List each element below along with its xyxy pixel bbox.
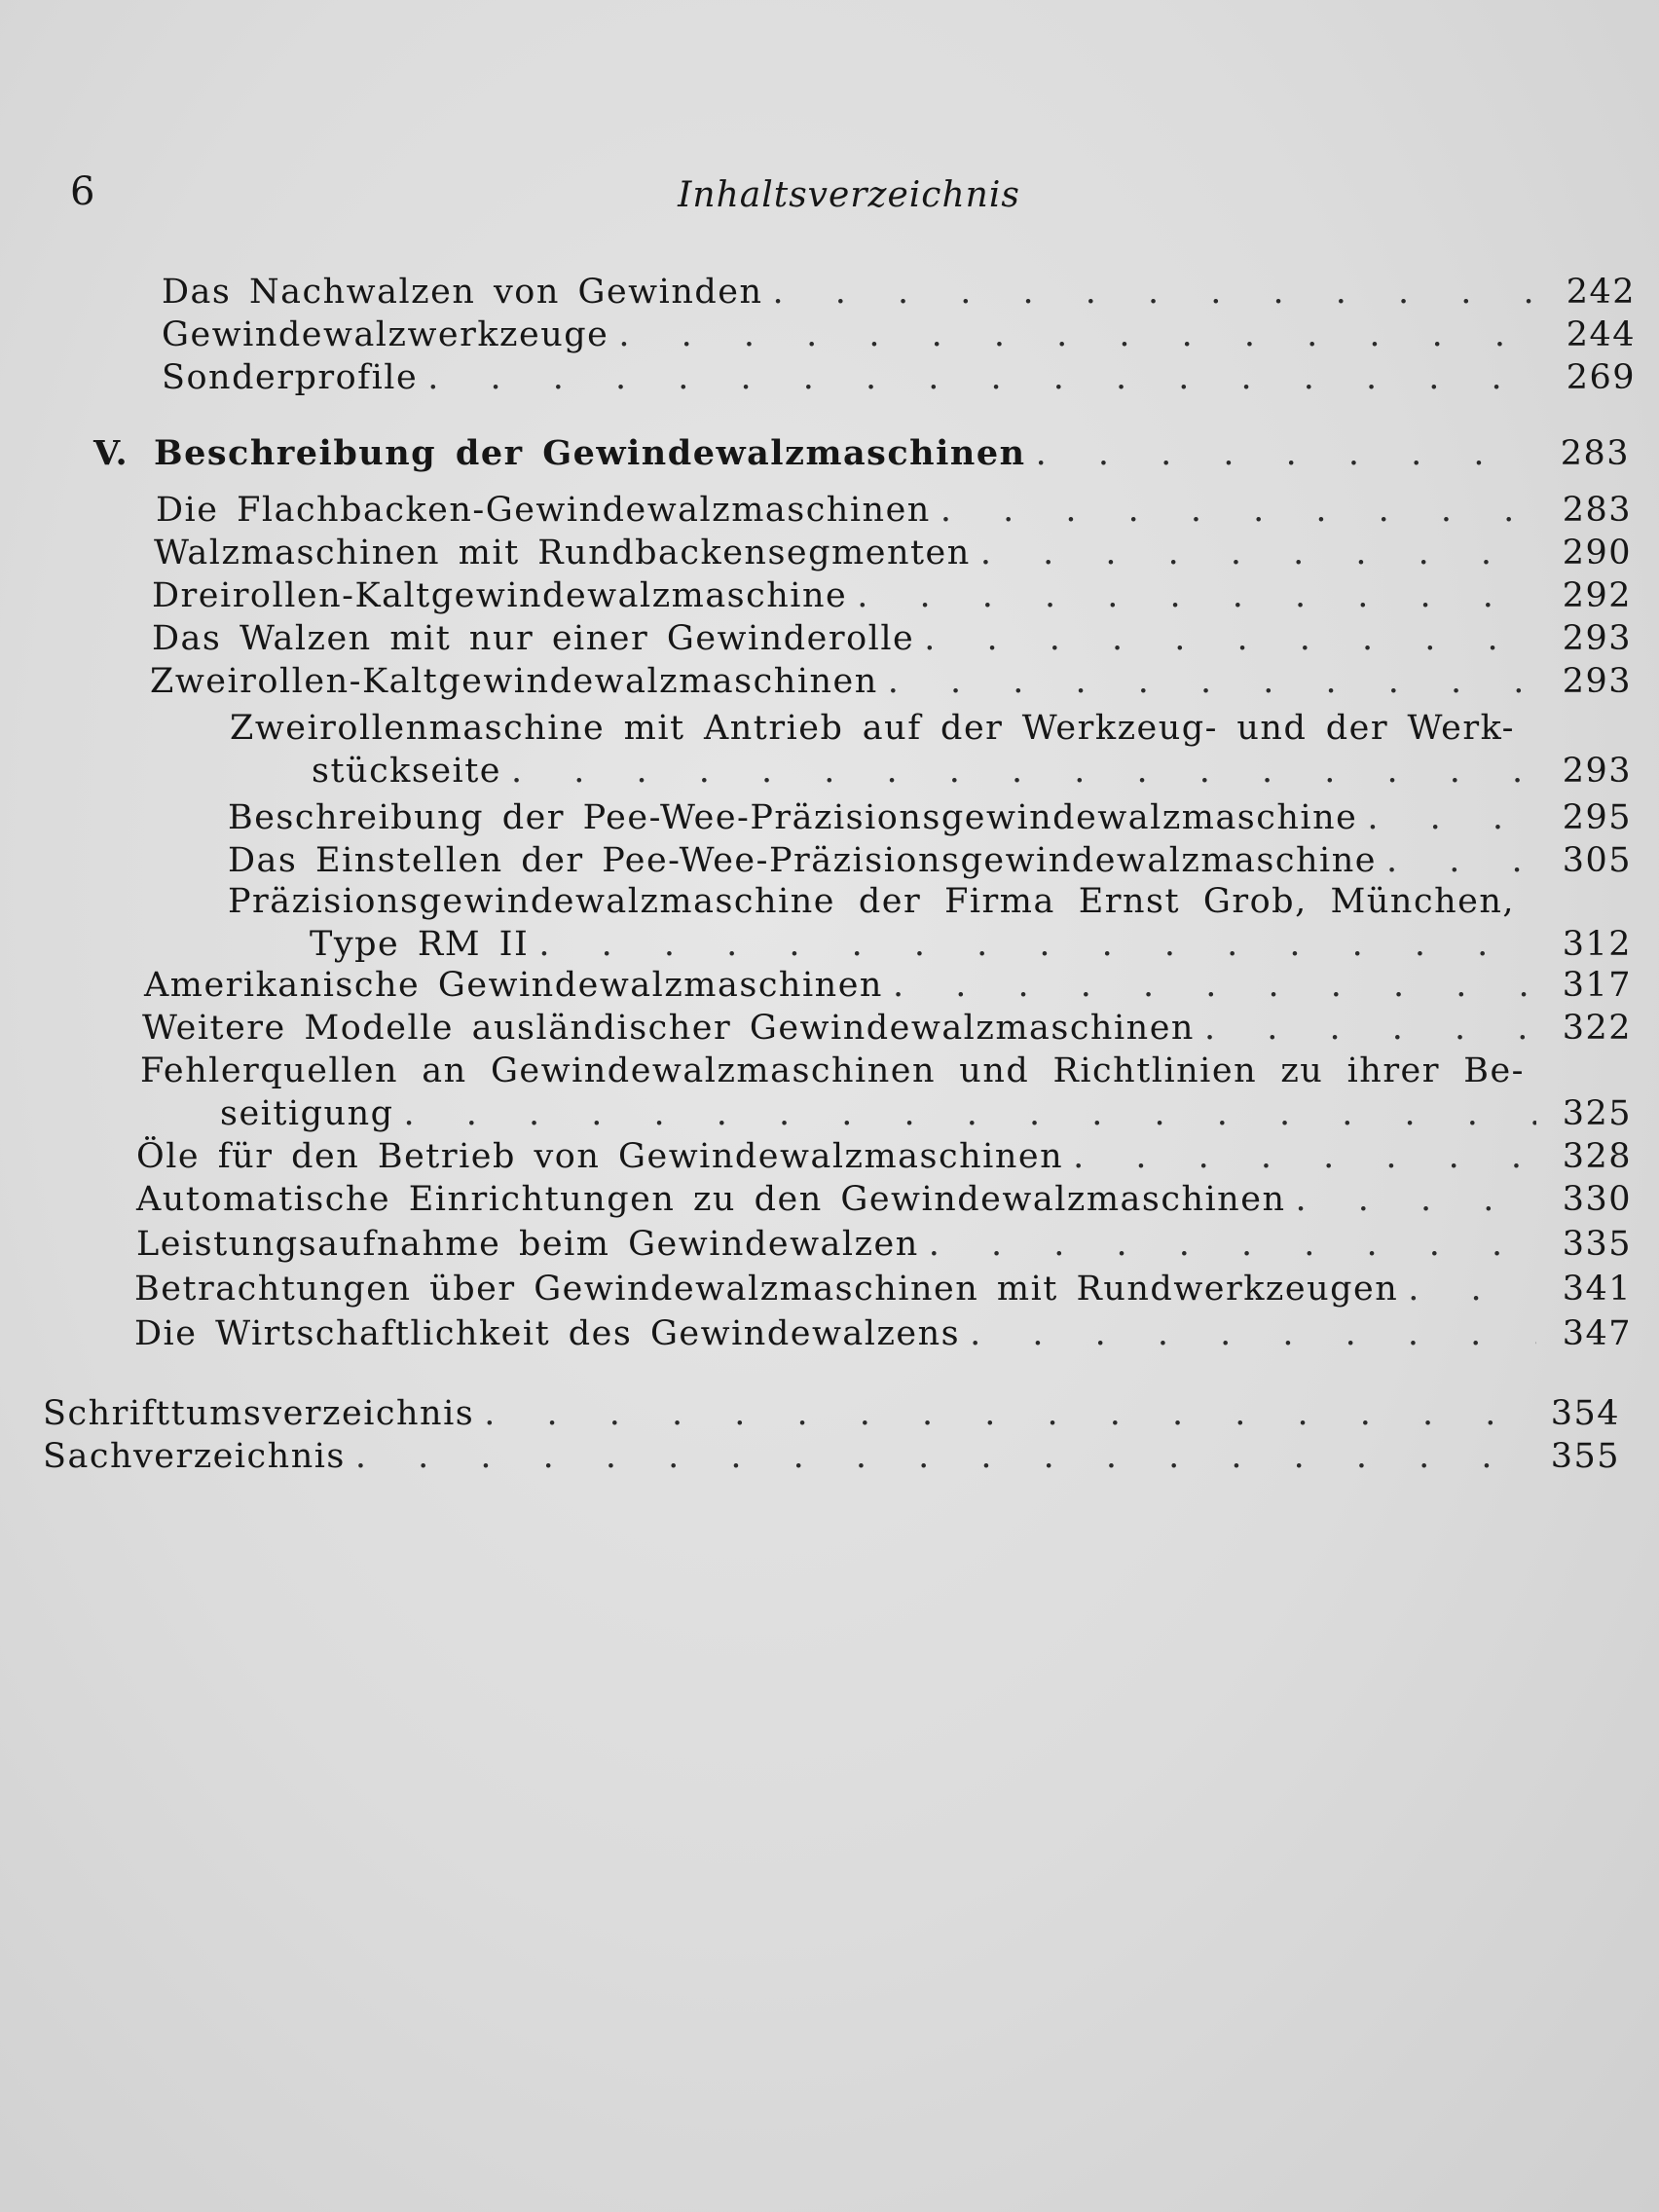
section-title: Beschreibung der Gewindewalzmaschinen: [154, 433, 1026, 473]
toc-leader-dots: [940, 489, 1536, 532]
section-heading: [93, 432, 1630, 475]
toc-entry-page: 305: [1562, 841, 1632, 880]
toc-entry-page: 293: [1562, 662, 1632, 701]
toc-entry-page: 354: [1550, 1394, 1620, 1433]
toc-entry-title: Beschreibung der Pee-Wee-Präzisionsgewindewalzmaschine: [228, 798, 1358, 837]
toc-leader-dots: [1367, 796, 1536, 839]
toc-entry-page: 312: [1562, 925, 1632, 964]
toc-entry-page: 347: [1562, 1314, 1632, 1353]
toc-entry-page: 283: [1560, 434, 1630, 473]
page-number: 6: [70, 169, 95, 214]
toc-leader-dots: [427, 356, 1540, 399]
toc-leader-dots: [355, 1435, 1525, 1478]
toc-leader-dots: [511, 750, 1536, 793]
toc-entry-title: Öle für den Betrieb von Gewindewalzmaschinen: [136, 1137, 1064, 1176]
toc-entry: [152, 574, 1632, 617]
toc-entry-title: Die Wirtschaftlichkeit des Gewindewalzens: [134, 1314, 961, 1353]
toc-leader-dots: [980, 532, 1536, 574]
toc-leader-dots: [618, 313, 1540, 356]
toc-entry-title-continued: seitigung: [220, 1094, 394, 1133]
toc-entry-title: Zweirollen-Kaltgewindewalzmaschinen: [150, 662, 878, 701]
toc-entry-page: 325: [1562, 1094, 1632, 1133]
toc-entry-title: Sachverzeichnis: [43, 1437, 346, 1476]
toc-entry: [156, 489, 1632, 532]
toc-entry-title: Dreirollen-Kaltgewindewalzmaschine: [152, 576, 848, 615]
section-number: V.: [93, 433, 129, 473]
toc-entry-page: 269: [1566, 358, 1636, 397]
toc-leader-dots: [970, 1312, 1536, 1355]
running-title: Inhaltsverzeichnis: [678, 175, 1020, 215]
toc-entry: [43, 1435, 1620, 1478]
toc-leader-dots: [1073, 1135, 1536, 1178]
toc-entry-page: 293: [1562, 619, 1632, 658]
toc-entry-page: 330: [1562, 1180, 1632, 1219]
toc-entry-title-continued: stückseite: [312, 752, 502, 791]
toc-entry: [162, 271, 1636, 313]
toc-entry-title: Schrifttumsverzeichnis: [43, 1394, 475, 1433]
toc-leader-dots: [888, 660, 1536, 703]
toc-entry: [228, 796, 1632, 839]
toc-leader-dots: [1295, 1178, 1536, 1221]
toc-entry: [43, 1392, 1620, 1435]
toc-entry-title: Das Nachwalzen von Gewinden: [162, 273, 763, 312]
toc-entry-page: 335: [1562, 1225, 1632, 1264]
toc-entry: [136, 1178, 1632, 1221]
toc-leader-dots: [484, 1392, 1525, 1435]
toc-leader-dots: [1204, 1007, 1536, 1050]
toc-leader-dots: [404, 1092, 1536, 1135]
toc-entry: [142, 1007, 1632, 1050]
toc-entry: [144, 964, 1632, 1007]
toc-entry: [134, 1268, 1632, 1310]
toc-entry-page: 317: [1562, 966, 1632, 1005]
toc-leader-dots: [1386, 839, 1536, 882]
toc-leader-dots: [538, 923, 1536, 966]
toc-entry: [152, 617, 1632, 660]
toc-entry-title: Sonderprofile: [162, 358, 419, 397]
toc-entry-page: 292: [1562, 576, 1632, 615]
toc-entry-title: Leistungsaufnahme beim Gewindewalzen: [136, 1225, 919, 1264]
toc-entry-title: Walzmaschinen mit Rundbackensegmenten: [154, 534, 971, 572]
toc-entry: [150, 660, 1632, 703]
toc-entry-title: Gewindewalzwerkzeuge: [162, 315, 609, 354]
toc-entry: [228, 839, 1632, 882]
toc-entry-title: Automatische Einrichtungen zu den Gewindewalzmaschinen: [136, 1180, 1286, 1219]
toc-leader-dots: [773, 271, 1540, 313]
toc-entry: [140, 1050, 1632, 1135]
toc-entry-title: Fehlerquellen an Gewindewalzmaschinen und Richtlinien zu ihrer Be-: [140, 1051, 1525, 1090]
toc-entry-page: 293: [1562, 752, 1632, 791]
toc-leader-dots: [924, 617, 1536, 660]
toc-entry-page: 328: [1562, 1137, 1632, 1176]
toc-entry: [162, 313, 1636, 356]
toc-entry-title: Amerikanische Gewindewalzmaschinen: [144, 966, 883, 1005]
toc-entry: [230, 707, 1632, 793]
toc-entry-page: 355: [1550, 1437, 1620, 1476]
toc-entry: [162, 356, 1636, 399]
toc-entry: [228, 880, 1632, 966]
toc-entry: [134, 1312, 1632, 1355]
toc-entry-title: Das Einstellen der Pee-Wee-Präzisionsgewindewalzmaschine: [228, 841, 1377, 880]
toc-leader-dots: [929, 1223, 1536, 1266]
toc-entry-title: Weitere Modelle ausländischer Gewindewalzmaschinen: [142, 1009, 1195, 1048]
toc-leader-dots: [857, 574, 1536, 617]
toc-entry-page: 242: [1566, 273, 1636, 312]
toc-entry-title: Das Walzen mit nur einer Gewinderolle: [152, 619, 915, 658]
toc-entry-title-continued: Type RM II: [310, 925, 530, 964]
toc-entry-page: 244: [1566, 315, 1636, 354]
toc-entry: [136, 1223, 1632, 1266]
toc-entry-page: 290: [1562, 534, 1632, 572]
toc-entry: [136, 1135, 1632, 1178]
toc-entry-page: 341: [1562, 1270, 1632, 1309]
toc-entry-page: 283: [1562, 491, 1632, 530]
toc-entry-title: Betrachtungen über Gewindewalzmaschinen mit Rundwerkzeugen: [134, 1270, 1399, 1309]
toc-entry-title: Zweirollenmaschine mit Antrieb auf der Werkzeug- und der Werk-: [230, 709, 1515, 748]
toc-entry: [154, 532, 1632, 574]
toc-leader-dots: [1408, 1268, 1536, 1310]
toc-leader-dots: [893, 964, 1536, 1007]
toc-leader-dots: [1036, 432, 1534, 475]
toc-entry-page: 322: [1562, 1009, 1632, 1048]
toc-entry-title: Die Flachbacken-Gewindewalzmaschinen: [156, 491, 931, 530]
toc-entry-title: Präzisionsgewindewalzmaschine der Firma Ernst Grob, München,: [228, 882, 1515, 921]
toc-entry-page: 295: [1562, 798, 1632, 837]
